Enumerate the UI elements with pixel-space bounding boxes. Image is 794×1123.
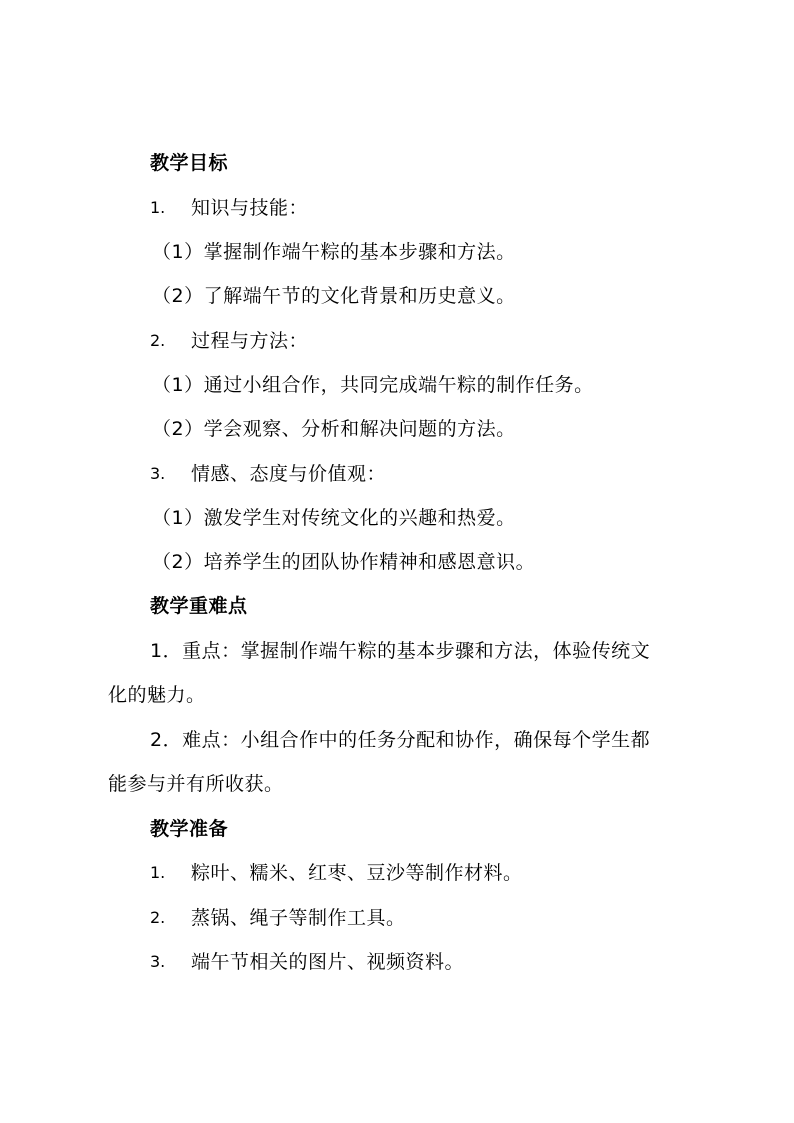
key-points-heading: 教学重难点 bbox=[150, 595, 248, 617]
objective-3-item-2: （2）培养学生的团队协作精神和感恩意识。 bbox=[152, 551, 536, 573]
objective-2-title: 过程与方法： bbox=[191, 330, 309, 352]
objectives-heading: 教学目标 bbox=[150, 152, 229, 174]
prep-2-text: 蒸锅、绳子等制作工具。 bbox=[191, 907, 406, 929]
objective-2-number: 2. bbox=[150, 331, 166, 350]
key-point-2-line-2: 能参与并有所收获。 bbox=[108, 773, 284, 795]
prep-3-text: 端午节相关的图片、视频资料。 bbox=[191, 951, 465, 973]
prep-1-text: 粽叶、糯米、红枣、豆沙等制作材料。 bbox=[191, 862, 523, 884]
prep-2-number: 2. bbox=[150, 908, 166, 927]
prep-3-number: 3. bbox=[150, 952, 166, 971]
key-point-2-line-1: 2．难点：小组合作中的任务分配和协作，确保每个学生都 bbox=[150, 729, 651, 751]
objective-3-item-1: （1）激发学生对传统文化的兴趣和热爱。 bbox=[152, 507, 516, 529]
objective-3-number: 3. bbox=[150, 464, 166, 483]
objective-2-item-1: （1）通过小组合作，共同完成端午粽的制作任务。 bbox=[152, 374, 594, 396]
key-point-1-line-2: 化的魅力。 bbox=[108, 684, 206, 706]
objective-1-number: 1. bbox=[150, 198, 166, 217]
objective-1-item-2: （2）了解端午节的文化背景和历史意义。 bbox=[152, 285, 516, 307]
objective-2-item-2: （2）学会观察、分析和解决问题的方法。 bbox=[152, 418, 516, 440]
key-point-1-line-1: 1．重点：掌握制作端午粽的基本步骤和方法，体验传统文 bbox=[150, 640, 651, 662]
objective-1-title: 知识与技能： bbox=[191, 197, 309, 219]
objective-1-item-1: （1）掌握制作端午粽的基本步骤和方法。 bbox=[152, 241, 516, 263]
preparation-heading: 教学准备 bbox=[150, 818, 229, 840]
prep-1-number: 1. bbox=[150, 863, 166, 882]
objective-3-title: 情感、态度与价值观： bbox=[191, 463, 387, 485]
